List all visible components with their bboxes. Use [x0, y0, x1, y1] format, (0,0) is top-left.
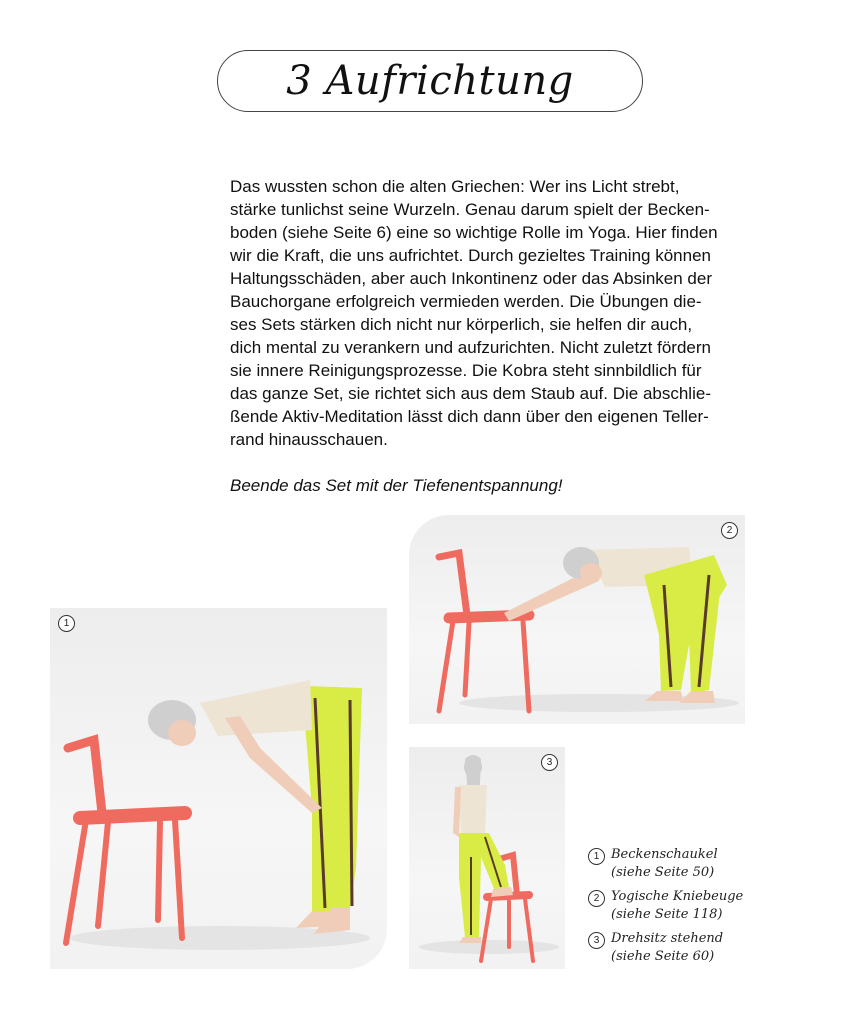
- intro-paragraph: [230, 175, 740, 451]
- forward-bend-illustration: [50, 608, 387, 969]
- yogic-squat-illustration: [409, 515, 745, 724]
- photo-number-2: 2: [721, 522, 738, 539]
- caption-page-ref: (siehe Seite 60): [611, 949, 715, 964]
- photo-number-3: 3: [541, 754, 558, 771]
- exercise-photo-3: [409, 747, 565, 969]
- caption-page-ref: (siehe Seite 50): [611, 865, 715, 880]
- caption-title: Drehsitz stehend: [611, 931, 724, 946]
- exercise-photo-1: [50, 608, 387, 969]
- intro-line: dich mental zu verankern und aufzurichten. Nicht zuletzt fördern: [230, 338, 711, 357]
- exercise-caption-list: [588, 846, 828, 972]
- chapter-title-frame: [217, 50, 643, 112]
- intro-line: Das wussten schon die alten Griechen: Wer ins Licht strebt,: [230, 177, 680, 196]
- closing-note: Beende das Set mit der Tiefenentspannung!: [230, 476, 563, 495]
- photo-number-1: 1: [58, 615, 75, 632]
- caption-number: 3: [588, 932, 605, 949]
- standing-twist-illustration: [409, 747, 565, 969]
- exercise-caption: [588, 930, 828, 966]
- exercise-caption: [588, 846, 828, 882]
- caption-title: Beckenschaukel: [611, 847, 718, 862]
- exercise-caption: [588, 888, 828, 924]
- intro-line: wir die Kraft, die uns aufrichtet. Durch gezieltes Training können: [230, 246, 711, 265]
- intro-line: Bauchorgane erfolgreich vermieden werden. Die Übungen die-: [230, 292, 702, 311]
- intro-line: sie innere Reinigungsprozesse. Die Kobra steht sinnbildlich für: [230, 361, 702, 380]
- exercise-photo-2: [409, 515, 745, 724]
- intro-line: stärke tunlichst seine Wurzeln. Genau darum spielt der Becken-: [230, 200, 710, 219]
- intro-line: das ganze Set, sie richtet sich aus dem Staub auf. Die abschlie-: [230, 384, 711, 403]
- intro-line: Haltungsschäden, aber auch Inkontinenz oder das Absinken der: [230, 269, 712, 288]
- caption-number: 2: [588, 890, 605, 907]
- intro-line: ses Sets stärken dich nicht nur körperlich, sie helfen dir auch,: [230, 315, 693, 334]
- chapter-title: 3 Aufrichtung: [286, 58, 574, 104]
- intro-line: boden (siehe Seite 6) eine so wichtige Rolle im Yoga. Hier finden: [230, 223, 718, 242]
- caption-number: 1: [588, 848, 605, 865]
- intro-line: ßende Aktiv-Meditation lässt dich dann über den eigenen Teller-: [230, 407, 709, 426]
- caption-title: Yogische Kniebeuge: [611, 889, 744, 904]
- caption-page-ref: (siehe Seite 118): [611, 907, 723, 922]
- intro-line: rand hinausschauen.: [230, 430, 388, 449]
